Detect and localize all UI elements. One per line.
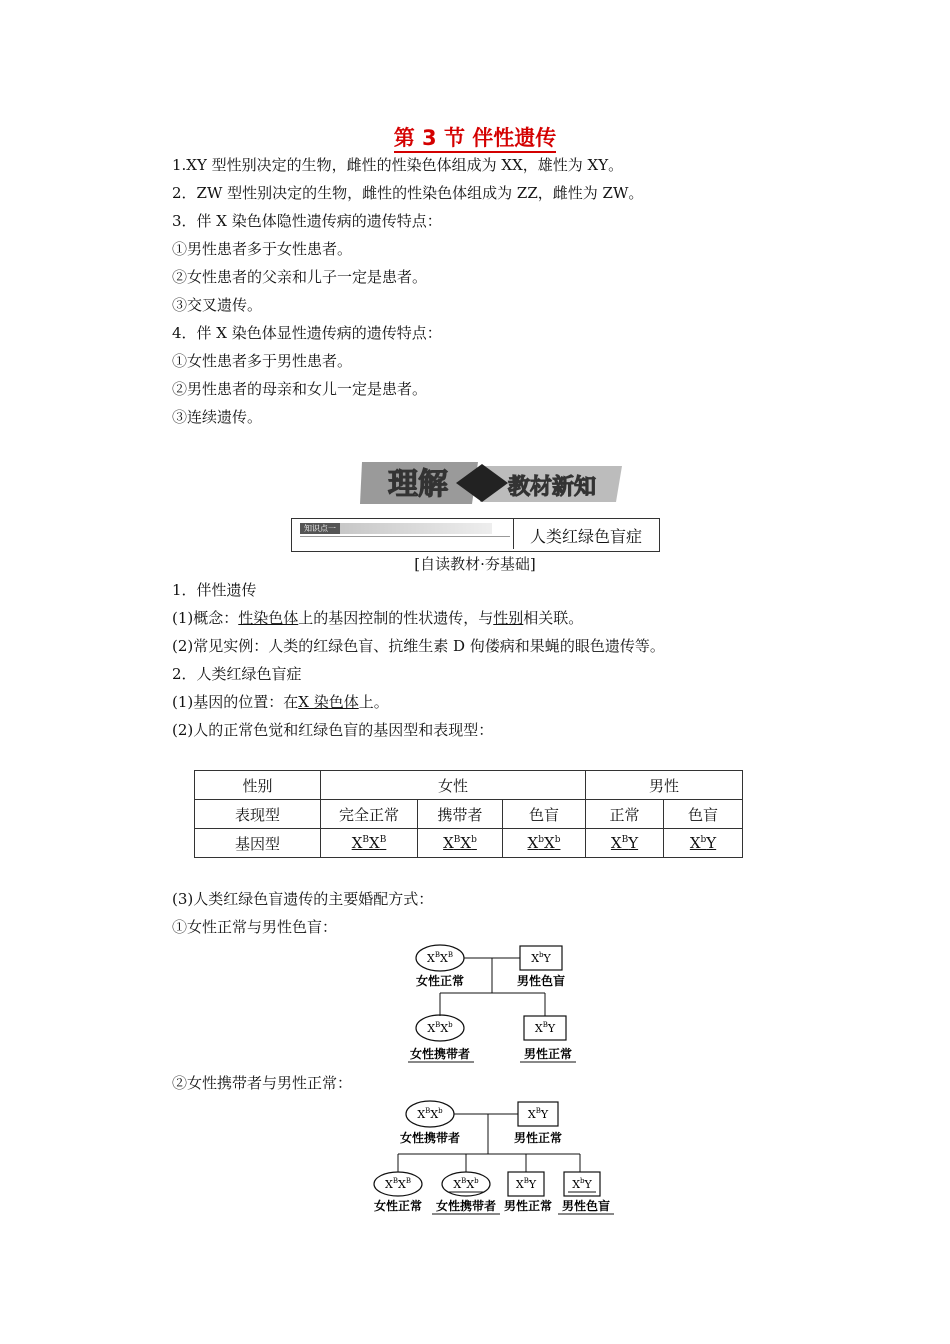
table-cell: $X^bX^b$	[503, 829, 586, 858]
genotype-intro-line: (2)人的正常色觉和红绿色盲的基因型和表现型：	[172, 721, 494, 739]
table-cell: 色盲	[503, 800, 586, 829]
father-genotype: $X^BY$	[527, 1107, 549, 1121]
mating-case-1: ①女性正常与男性色盲：	[172, 918, 338, 936]
child2-genotype: $X^BY$	[534, 1021, 556, 1035]
mother-genotype: $X^BX^B$	[427, 951, 453, 965]
child1-genotype: $X^BX^b$	[427, 1021, 453, 1035]
banner-right-text: 教材新知	[508, 475, 597, 500]
pedigree-diagram-1	[400, 938, 600, 1068]
table-header-genotype: 基因型	[195, 829, 321, 858]
child-label: 女性正常	[373, 1199, 423, 1213]
intro-line-8: ①女性患者多于男性患者。	[172, 352, 353, 370]
genotype-table	[194, 770, 743, 858]
section-subtitle: [自读教材·夯基础]	[414, 555, 536, 573]
examples-line: (2)常见实例：人类的红绿色盲、抗维生素 D 佝偻病和果蝇的眼色遗传等。	[172, 637, 665, 655]
pedigree-diagram-2	[368, 1096, 624, 1218]
definition-line: (1)概念：性染色体上的基因控制的性状遗传，与性别相关联。	[172, 609, 584, 627]
knowledge-point-topic: 人类红绿色盲症	[529, 527, 642, 546]
section-banner	[360, 458, 622, 508]
child-label: 女性携带者	[435, 1199, 497, 1213]
page-title: 第 3 节 伴性遗传	[0, 122, 950, 152]
table-cell: $X^bY$	[664, 829, 743, 858]
table-header-sex: 性别	[195, 771, 321, 800]
child-genotype: $X^BX^B$	[385, 1177, 411, 1191]
father-genotype: $X^bY$	[531, 951, 551, 965]
knowledge-point-label-area	[292, 519, 514, 549]
intro-line-7: 4．伴 X 染色体显性遗传病的遗传特点：	[172, 324, 442, 342]
table-cell: 携带者	[418, 800, 503, 829]
intro-line-9: ②男性患者的母亲和女儿一定是患者。	[172, 380, 428, 398]
intro-line-10: ③连续遗传。	[172, 408, 263, 426]
heading-1: 1．伴性遗传	[172, 581, 257, 599]
table-header-male: 男性	[586, 771, 743, 800]
intro-line-5: ②女性患者的父亲和儿子一定是患者。	[172, 268, 428, 286]
table-cell: $X^BY$	[586, 829, 664, 858]
mating-heading: (3)人类红绿色盲遗传的主要婚配方式：	[172, 890, 434, 908]
mating-case-2: ②女性携带者与男性正常：	[172, 1074, 353, 1092]
table-cell: 正常	[586, 800, 664, 829]
mother-label: 女性正常	[415, 974, 465, 988]
mother-label: 女性携带者	[399, 1131, 461, 1145]
table-header-phenotype: 表现型	[195, 800, 321, 829]
mother-genotype: $X^BX^b$	[417, 1107, 443, 1121]
child-genotype: $X^BX^b$	[453, 1177, 479, 1191]
father-label: 男性正常	[513, 1131, 563, 1145]
table-header-female: 女性	[321, 771, 586, 800]
child-genotype: $X^bY$	[572, 1177, 592, 1191]
table-cell: 完全正常	[321, 800, 418, 829]
child2-label: 男性正常	[523, 1047, 573, 1061]
knowledge-point-tag: 知识点一	[300, 523, 340, 534]
banner-left-text: 理解	[388, 467, 448, 502]
child-label: 男性正常	[503, 1199, 553, 1213]
gene-location-line: (1)基因的位置：在X 染色体上。	[172, 693, 389, 711]
intro-line-3: 3．伴 X 染色体隐性遗传病的遗传特点：	[172, 212, 442, 230]
child-genotype: $X^BY$	[515, 1177, 537, 1191]
intro-line-1: 1.XY 型性别决定的生物，雌性的性染色体组成为 XX，雄性为 XY。	[172, 156, 624, 174]
intro-line-2: 2．ZW 型性别决定的生物，雌性的性染色体组成为 ZZ，雌性为 ZW。	[172, 184, 644, 202]
father-label: 男性色盲	[516, 974, 566, 988]
table-cell: $X^BX^B$	[321, 829, 418, 858]
table-cell: $X^BX^b$	[418, 829, 503, 858]
intro-line-4: ①男性患者多于女性患者。	[172, 240, 353, 258]
child1-label: 女性携带者	[409, 1047, 471, 1061]
table-cell: 色盲	[664, 800, 743, 829]
knowledge-point-box	[291, 518, 660, 552]
child-label: 男性色盲	[561, 1199, 611, 1213]
heading-2: 2．人类红绿色盲症	[172, 665, 302, 683]
intro-line-6: ③交叉遗传。	[172, 296, 263, 314]
